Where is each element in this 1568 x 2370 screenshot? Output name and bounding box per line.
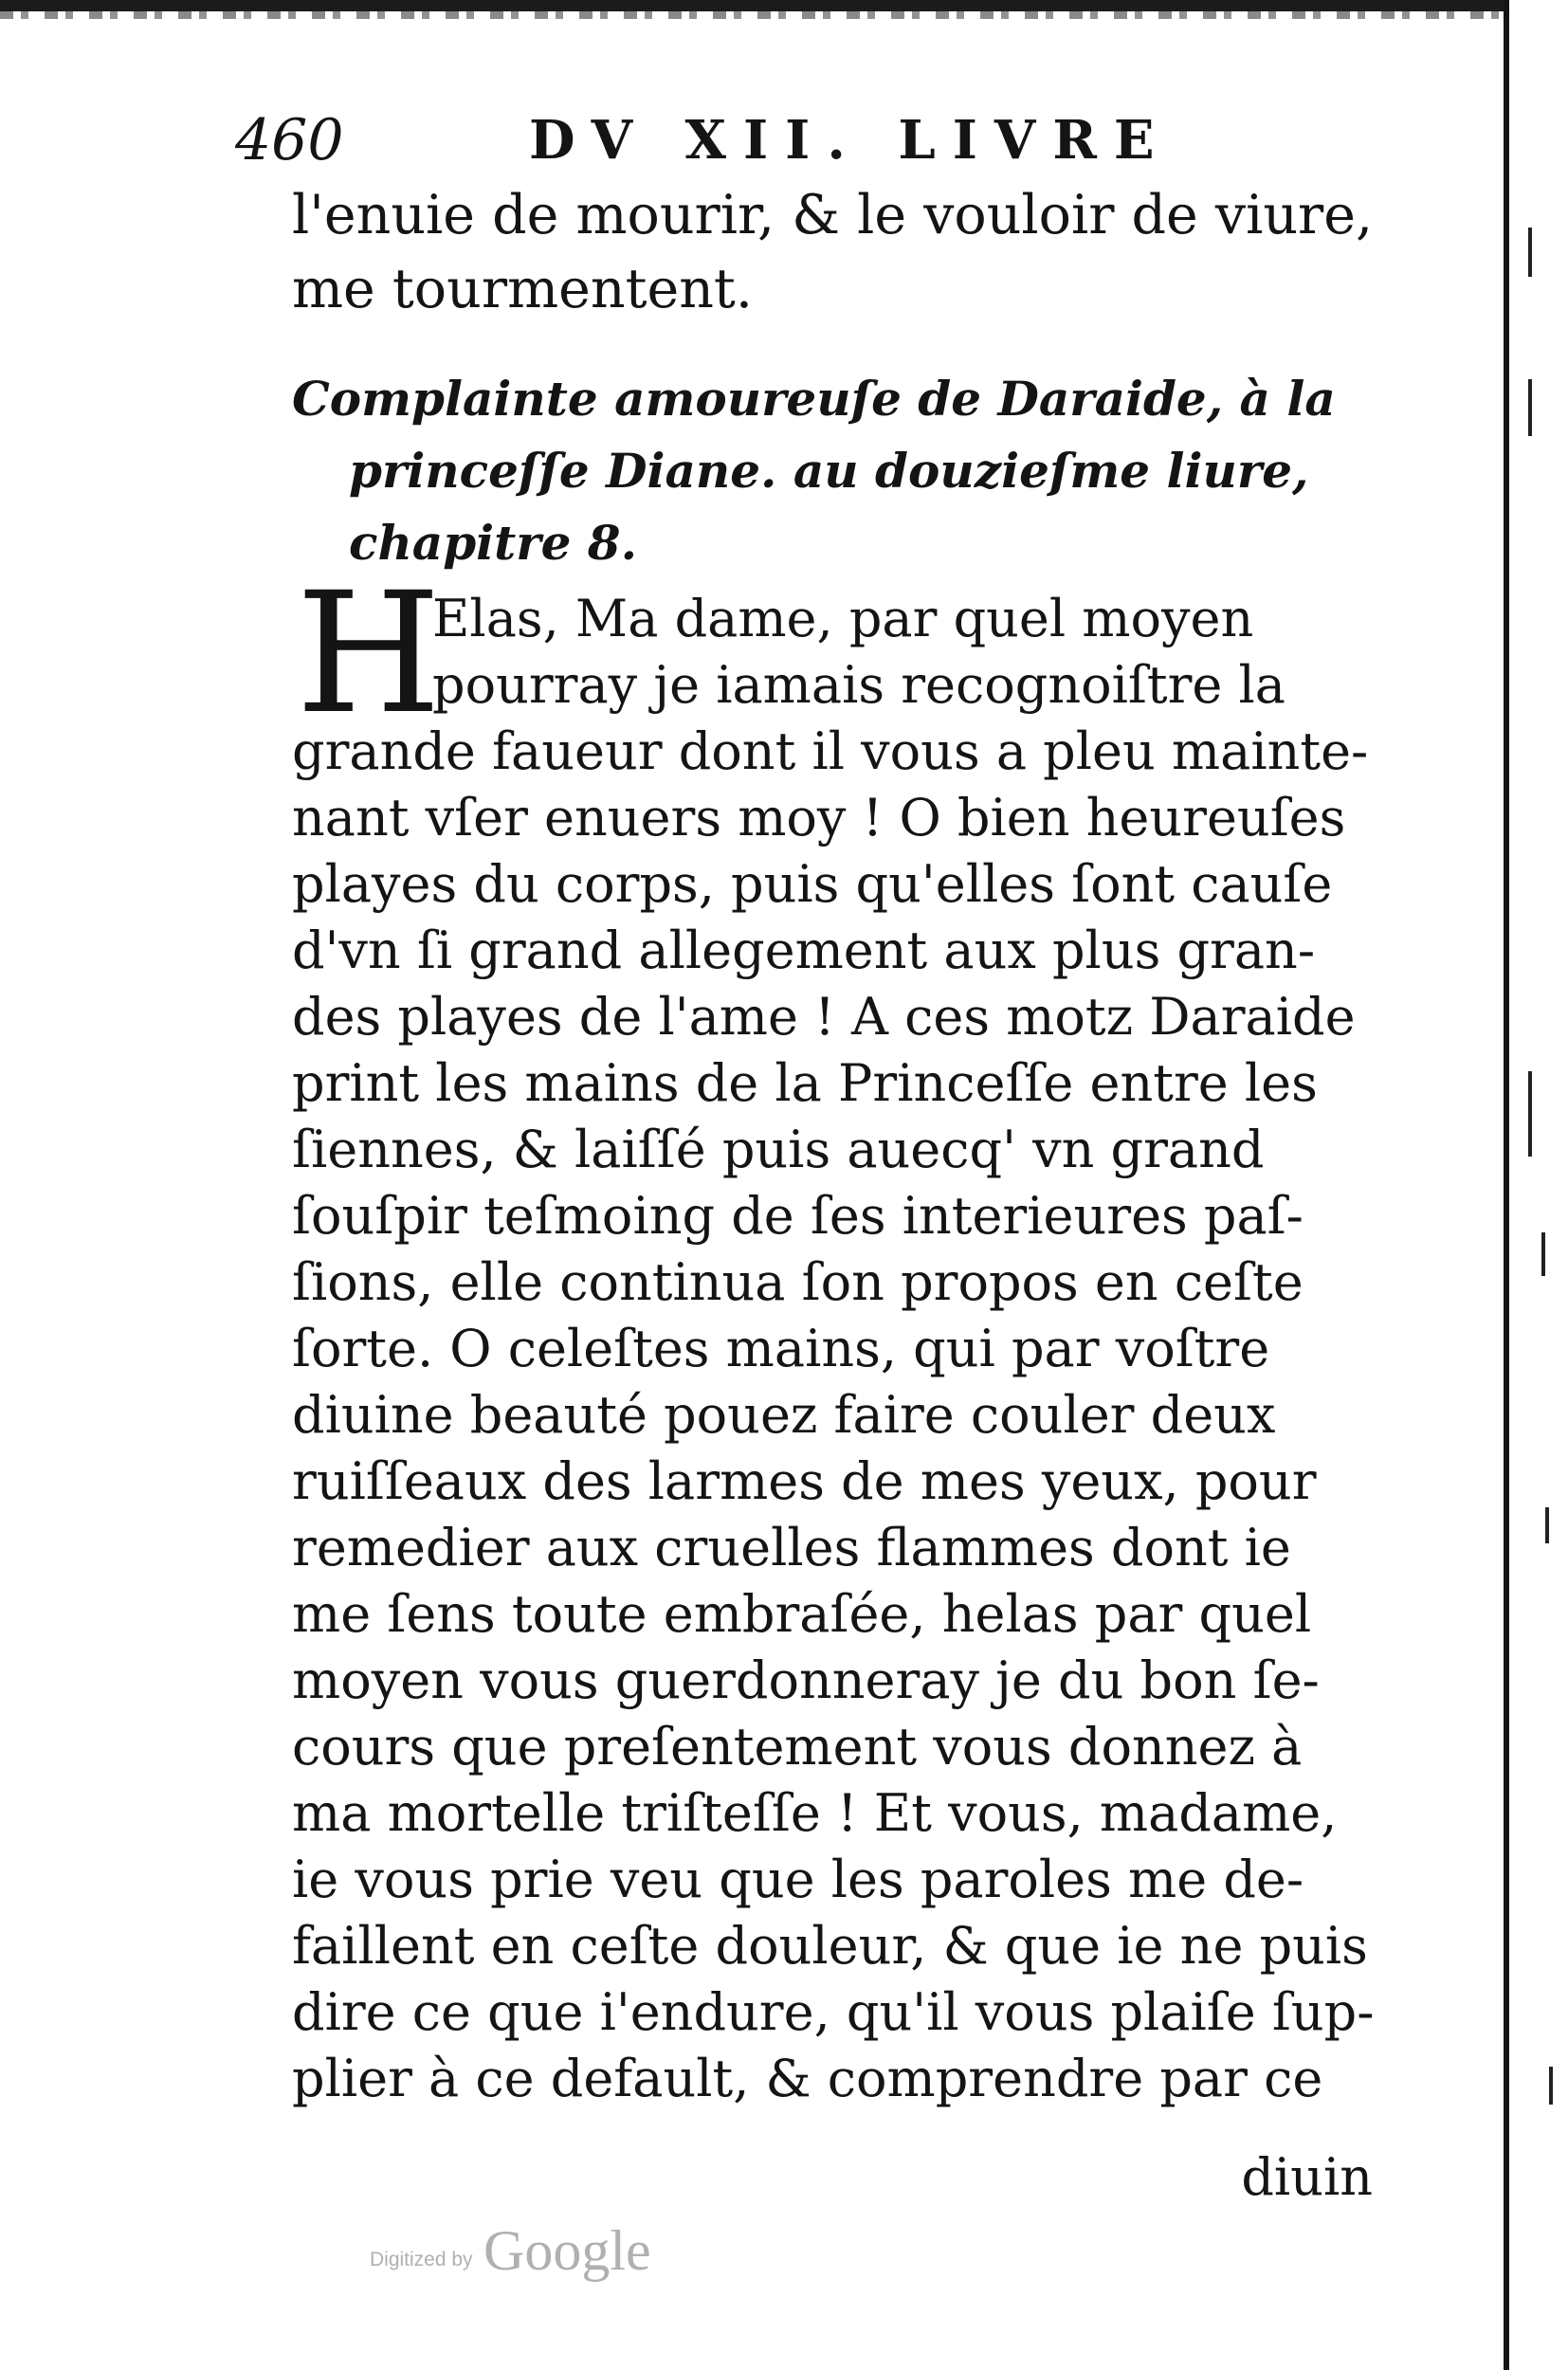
running-head-title: DV XII. LIVRE xyxy=(529,109,1172,172)
rubric-line: Complainte amoureuſe de Daraide, à la xyxy=(292,371,1336,427)
margin-ink-mark xyxy=(1528,1071,1532,1157)
running-head xyxy=(235,102,1183,178)
margin-ink-mark xyxy=(1528,379,1532,436)
text-line: ruiſſeaux des larmes de mes yeux, pour xyxy=(292,1451,1317,1511)
text-line: remedier aux cruelles flammes dont ie xyxy=(292,1518,1291,1577)
text-line: nant vſer enuers moy ! O bien heureuſes xyxy=(292,788,1346,848)
rubric-line: chapitre 8. xyxy=(349,515,638,571)
text-line: Elas, Ma dame, par quel moyen xyxy=(432,589,1254,648)
scan-right-edge xyxy=(1504,0,1509,2370)
text-line: ſiennes, & laiſſé puis auecq' vn grand xyxy=(292,1120,1265,1179)
text-line: ma mortelle triſteſſe ! Et vous, madame, xyxy=(292,1783,1338,1843)
carry-over-text xyxy=(292,178,1373,326)
text-line: me tourmentent. xyxy=(292,258,753,320)
text-line: ſorte. O celeſtes mains, qui par voſtre xyxy=(292,1319,1270,1378)
text-line: ſions, elle continua ſon propos en ceſte xyxy=(292,1252,1304,1312)
margin-ink-mark xyxy=(1528,228,1532,277)
margin-ink-mark xyxy=(1549,2067,1553,2105)
drop-cap: H xyxy=(296,556,442,751)
scan-top-edge xyxy=(0,0,1505,11)
scan-top-edge-fray xyxy=(0,11,1505,19)
body-paragraph xyxy=(292,556,1375,2112)
text-line: faillent en ceſte douleur, & que ie ne puis xyxy=(292,1916,1368,1976)
margin-ink-mark xyxy=(1541,1232,1545,1276)
text-line: playes du corps, puis qu'elles ſont cauſe xyxy=(292,854,1333,914)
text-line: print les mains de la Princeſſe entre les xyxy=(292,1053,1318,1113)
text-line: ſouſpir teſmoing de ſes interieures paſ- xyxy=(292,1186,1304,1246)
text-line: plier à ce default, & comprendre par ce xyxy=(292,2049,1323,2108)
text-line: l'enuie de mourir, & le vouloir de viure, xyxy=(292,184,1374,246)
text-line: grande faueur dont il vous a pleu mainte- xyxy=(292,721,1369,781)
text-line: dire ce que i'endure, qu'il vous plaiſe ſup- xyxy=(292,1982,1375,2042)
text-line: diuine beauté pouez faire couler deux xyxy=(292,1385,1276,1445)
text-line: ie vous prie veu que les paroles me de- xyxy=(292,1850,1304,1909)
text-line: pourray je iamais recognoiſtre la xyxy=(432,655,1285,715)
page-number: 460 xyxy=(235,107,344,173)
digitizer-watermark xyxy=(370,2216,692,2292)
text-line: d'vn ſi grand allegement aux plus gran- xyxy=(292,921,1316,980)
text-line: me ſens toute embraſée, helas par quel xyxy=(292,1584,1312,1644)
rubric-line: princeſſe Diane. au douzieſme liure, xyxy=(349,443,1309,499)
watermark-logo: Google xyxy=(483,2219,651,2282)
section-rubric xyxy=(292,363,1373,579)
text-line: moyen vous guerdonneray je du bon ſe- xyxy=(292,1650,1320,1710)
watermark-prefix: Digitized by xyxy=(370,2249,473,2270)
text-line: cours que preſentement vous donnez à xyxy=(292,1717,1303,1777)
margin-ink-mark xyxy=(1545,1507,1549,1543)
catchword: diuin xyxy=(1241,2147,1373,2207)
text-line: des playes de l'ame ! A ces motz Daraide xyxy=(292,987,1356,1047)
